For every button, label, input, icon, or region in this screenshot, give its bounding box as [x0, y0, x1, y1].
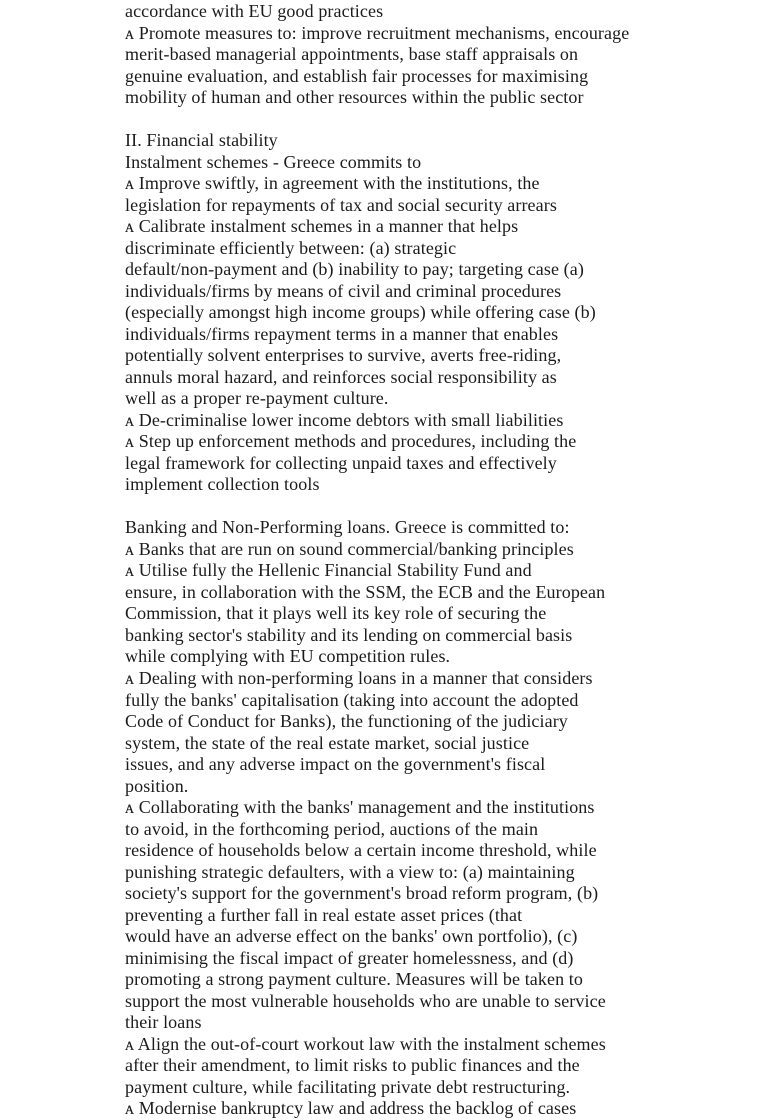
text-line: ᴀ Collaborating with the banks' management and the institutions: [125, 797, 595, 818]
text-line: after their amendment, to limit risks to public finances and the: [125, 1055, 580, 1076]
text-line: well as a proper re-payment culture.: [125, 388, 389, 409]
text-line: promoting a strong payment culture. Measures will be taken to: [125, 969, 583, 990]
text-line: individuals/firms by means of civil and criminal procedures: [125, 280, 562, 301]
text-line: ᴀ Align the out-of-court workout law with the instalment schemes: [125, 1033, 606, 1054]
text-line: fully the banks' capitalisation (taking into account the adopted: [125, 689, 579, 710]
text-line: would have an adverse effect on the banks' own portfolio), (c): [125, 926, 578, 947]
text-line: (especially amongst high income groups) while offering case (b): [125, 302, 596, 323]
text-line: individuals/firms repayment terms in a manner that enables: [125, 323, 559, 344]
text-line: ᴀ Dealing with non-performing loans in a manner that considers: [125, 667, 593, 688]
text-line: legal framework for collecting unpaid taxes and effectively: [125, 452, 557, 473]
text-line: support the most vulnerable households who are unable to service: [125, 990, 606, 1011]
text-line: II. Financial stability: [125, 130, 278, 151]
text-line: ᴀ Modernise bankruptcy law and address the backlog of cases: [125, 1098, 577, 1119]
text-line: ᴀ De-criminalise lower income debtors with small liabilities: [125, 409, 564, 430]
text-line: banking sector's stability and its lending on commercial basis: [125, 624, 573, 645]
blank-line: [125, 109, 685, 131]
text-line: ensure, in collaboration with the SSM, the ECB and the European: [125, 581, 606, 602]
text-line: position.: [125, 775, 189, 796]
text-line: to avoid, in the forthcoming period, auctions of the main: [125, 818, 539, 839]
text-line: default/non-payment and (b) inability to pay; targeting case (a): [125, 259, 584, 280]
text-line: genuine evaluation, and establish fair processes for maximising: [125, 65, 589, 86]
text-line: annuls moral hazard, and reinforces social responsibility as: [125, 366, 557, 387]
text-line: ᴀ Utilise fully the Hellenic Financial Stability Fund and: [125, 560, 532, 581]
blank-line: [125, 496, 685, 518]
text-line: accordance with EU good practices: [125, 1, 384, 21]
text-line: residence of households below a certain income threshold, while: [125, 840, 597, 861]
text-line: ᴀ Step up enforcement methods and procedures, including the: [125, 431, 577, 452]
text-line: while complying with EU competition rules.: [125, 646, 451, 667]
text-line: discriminate efficiently between: (a) strategic: [125, 237, 457, 258]
text-line: legislation for repayments of tax and social security arrears: [125, 194, 557, 215]
text-line: society's support for the government's broad reform program, (b): [125, 883, 599, 904]
text-line: merit-based managerial appointments, base staff appraisals on: [125, 44, 579, 65]
text-line: their loans: [125, 1012, 202, 1033]
text-line: Code of Conduct for Banks), the functioning of the judiciary: [125, 711, 568, 732]
text-line: ᴀ Improve swiftly, in agreement with the institutions, the: [125, 173, 540, 194]
text-line: issues, and any adverse impact on the government's fiscal: [125, 754, 546, 775]
text-line: Commission, that it plays well its key role of securing the: [125, 603, 547, 624]
text-line: implement collection tools: [125, 474, 320, 495]
text-line: ᴀ Calibrate instalment schemes in a manner that helps: [125, 216, 519, 237]
text-line: potentially solvent enterprises to survive, averts free-riding,: [125, 345, 562, 366]
text-line: preventing a further fall in real estate asset prices (that: [125, 904, 523, 925]
text-line: minimising the fiscal impact of greater homelessness, and (d): [125, 947, 574, 968]
text-line: mobility of human and other resources within the public sector: [125, 87, 584, 108]
text-line: ᴀ Promote measures to: improve recruitment mechanisms, encourage: [125, 22, 630, 43]
text-line: payment culture, while facilitating private debt restructuring.: [125, 1076, 571, 1097]
text-line: system, the state of the real estate market, social justice: [125, 732, 530, 753]
document-text: [125, 1, 685, 1120]
text-line: ᴀ Banks that are run on sound commercial/banking principles: [125, 538, 574, 559]
text-line: Instalment schemes - Greece commits to: [125, 151, 422, 172]
text-line: punishing strategic defaulters, with a view to: (a) maintaining: [125, 861, 575, 882]
text-line: Banking and Non-Performing loans. Greece is committed to:: [125, 517, 570, 538]
